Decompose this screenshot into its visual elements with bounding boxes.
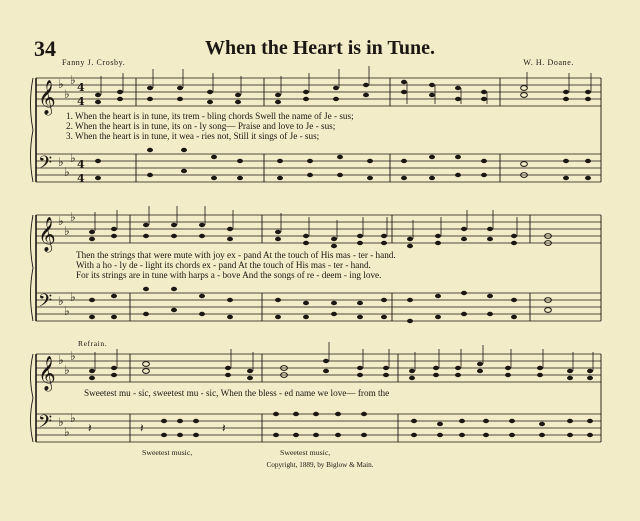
verse-3-line-2: For its strings are in tune with harps a - bove And the songs of re - deem - ing love. xyxy=(76,270,382,280)
flat-icon: ♭ xyxy=(70,210,76,224)
treble-clef-icon: 𝄞 xyxy=(38,356,56,391)
verse-1-line: 1. When the heart is in tune, its trem - bling chords Swell the name of Je - sus; xyxy=(66,111,354,121)
copyright-notice: Copyright, 1889, by Biglow & Main. xyxy=(266,461,374,469)
bass-lyric-1: Sweetest music, xyxy=(142,448,193,457)
verse-2-line: 2. When the heart is in tune, its on - ly song— Praise and love to Je - sus; xyxy=(66,121,336,131)
flat-icon: ♭ xyxy=(64,224,70,238)
svg-text:4: 4 xyxy=(77,158,85,171)
flat-icon: ♭ xyxy=(58,294,64,308)
verse-1-line-2: Then the strings that were mute with joy ex - pand At the touch of His mas - ter - hand. xyxy=(76,250,396,260)
flat-icon: ♭ xyxy=(70,290,76,304)
flat-icon: ♭ xyxy=(70,151,76,165)
flat-icon: ♭ xyxy=(58,415,64,429)
lyricist-credit: Fanny J. Crosby. xyxy=(62,58,126,67)
svg-text:4: 4 xyxy=(77,81,85,94)
flat-icon: ♭ xyxy=(64,425,70,439)
flat-icon: ♭ xyxy=(70,73,76,87)
svg-text:4: 4 xyxy=(77,95,85,108)
svg-text:𝄽: 𝄽 xyxy=(88,421,92,435)
bass-lyric-2: Sweetest music, xyxy=(280,448,331,457)
system3-treble-staff xyxy=(36,354,601,382)
flat-icon: ♭ xyxy=(70,411,76,425)
bass-clef-icon: 𝄢 xyxy=(38,153,53,178)
refrain-lyric: Sweetest mu - sic, sweetest mu - sic, When the bless - ed name we love— from the xyxy=(84,388,390,398)
page-number: 34 xyxy=(34,36,56,61)
flat-icon: ♭ xyxy=(58,353,64,367)
svg-text:𝄽: 𝄽 xyxy=(222,421,226,435)
flat-icon: ♭ xyxy=(64,363,70,377)
flat-icon: ♭ xyxy=(64,304,70,318)
flat-icon: ♭ xyxy=(64,165,70,179)
flat-icon: ♭ xyxy=(58,77,64,91)
system3-bass-staff xyxy=(36,414,601,442)
composer-credit: W. H. Doane. xyxy=(523,58,574,67)
flat-icon: ♭ xyxy=(70,349,76,363)
system2-treble-staff xyxy=(36,215,601,243)
song-title: When the Heart is in Tune. xyxy=(204,37,436,59)
bass-clef-icon: 𝄢 xyxy=(38,412,53,437)
treble-clef-icon: 𝄞 xyxy=(38,217,56,252)
flat-icon: ♭ xyxy=(58,214,64,228)
refrain-label: Refrain. xyxy=(78,339,108,348)
verse-3-line: 3. When the heart is in tune, it wea - ries not, Still it sings of Je - sus; xyxy=(66,131,320,141)
verse-2-line-2: With a ho - ly de - light its chords ex - pand At the touch of His mas - ter - hand. xyxy=(76,260,371,270)
treble-clef-icon: 𝄞 xyxy=(38,80,56,115)
system1-bass-staff xyxy=(36,154,601,182)
flat-icon: ♭ xyxy=(64,87,70,101)
flat-icon: ♭ xyxy=(58,155,64,169)
svg-text:4: 4 xyxy=(77,172,85,185)
bass-clef-icon: 𝄢 xyxy=(38,291,53,316)
svg-text:𝄽: 𝄽 xyxy=(140,421,144,435)
